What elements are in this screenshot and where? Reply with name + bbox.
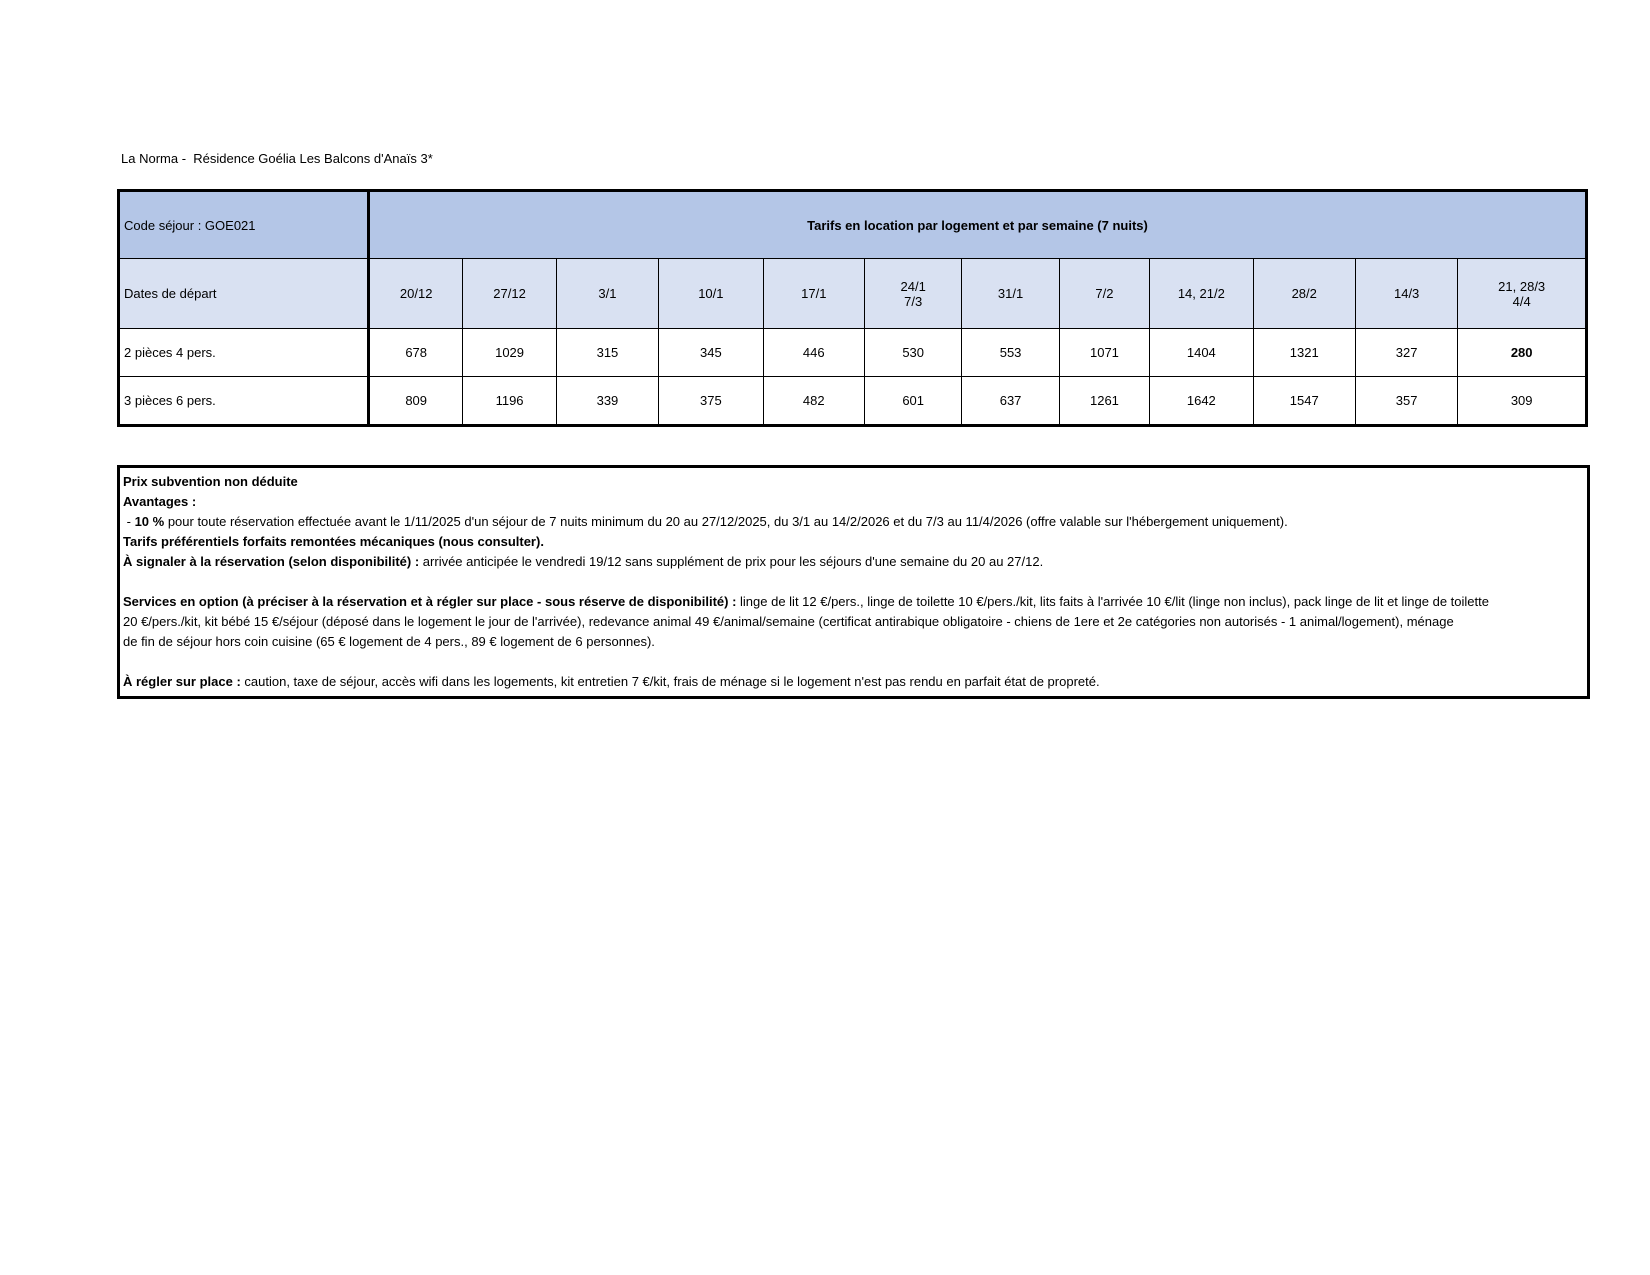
date-header-line: 7/2: [1095, 286, 1114, 301]
date-header-cell: [556, 259, 658, 329]
price-cell: 637: [962, 377, 1059, 426]
note-services-line-3: de fin de séjour hors coin cuisine (65 € logement de 4 pers., 89 € logement de 6 personnes).: [123, 634, 655, 649]
note-discount-text: pour toute réservation effectuée avant le 1/11/2025 d'un séjour de 7 nuits minimum du 20 au 27/12/2025, du 3/1 au 14/2/2026 et du 7/3 au 11/4/2026 (offre valable sur l'hébergement uniquement).: [164, 514, 1288, 529]
table-row: [119, 377, 1587, 426]
price-cell: 446: [763, 329, 864, 377]
price-cell: 1071: [1059, 329, 1149, 377]
price-cell: 345: [659, 329, 763, 377]
table-header-row: [119, 191, 1587, 259]
price-cell: 678: [369, 329, 463, 377]
date-header-cell: [1253, 259, 1355, 329]
notes-box: [117, 465, 1590, 699]
date-header-cell: [463, 259, 556, 329]
price-cell: 809: [369, 377, 463, 426]
note-sur-place-text: caution, taxe de séjour, accès wifi dans les logements, kit entretien 7 €/kit, frais de ménage si le logement n'est pas rendu en parfait état de propreté.: [240, 674, 1100, 689]
dates-row: [119, 259, 1587, 329]
code-sejour-label: Code séjour : GOE021: [119, 191, 369, 259]
date-header-line: 27/12: [493, 286, 526, 301]
price-cell: 280: [1458, 329, 1587, 377]
table-row: [119, 329, 1587, 377]
price-cell: 530: [864, 329, 961, 377]
note-sur-place: [123, 672, 1587, 692]
date-header-line: 31/1: [997, 286, 1024, 301]
price-cell: 482: [763, 377, 864, 426]
price-cell: 1261: [1059, 377, 1149, 426]
price-cell: 1321: [1253, 329, 1355, 377]
date-header-line: 17/1: [801, 286, 827, 301]
note-sur-place-title: À régler sur place :: [123, 674, 241, 689]
date-header-cell: [1355, 259, 1457, 329]
date-header-line: 14/3: [1393, 286, 1420, 301]
note-services-text-1: linge de lit 12 €/pers., linge de toilette 10 €/pers./kit, lits faits à l'arrivée 10 €/lit (linge non inclus), pack linge de lit et linge de toilette: [736, 594, 1489, 609]
price-cell: 1196: [463, 377, 556, 426]
price-cell: 327: [1355, 329, 1457, 377]
price-cell: 553: [962, 329, 1059, 377]
date-header-line: 3/1: [598, 286, 617, 301]
note-discount-percent: 10 %: [134, 514, 165, 529]
note-services-line-1: [123, 592, 1587, 612]
date-header-cell: [1458, 259, 1587, 329]
note-signaler: [123, 552, 1587, 572]
note-signaler-text: arrivée anticipée le vendredi 19/12 sans supplément de prix pour les séjours d'une semaine du 20 au 27/12.: [419, 554, 1044, 569]
date-header-cell: [1059, 259, 1149, 329]
row-label: 2 pièces 4 pers.: [119, 329, 369, 377]
date-header-line: 24/1: [900, 278, 926, 294]
tariff-table: [117, 189, 1588, 427]
date-header-line: 14, 21/2: [1177, 286, 1225, 301]
note-avantages-title: Avantages :: [123, 494, 197, 509]
date-header-cell: [763, 259, 864, 329]
date-header-cell: [864, 259, 961, 329]
date-header-cell: [659, 259, 763, 329]
date-header-line: 20/12: [399, 286, 433, 301]
price-cell: 601: [864, 377, 961, 426]
price-cell: 357: [1355, 377, 1457, 426]
row-label: 3 pièces 6 pers.: [119, 377, 369, 426]
page-title: La Norma - Résidence Goélia Les Balcons d'Anaïs 3*: [121, 151, 433, 166]
date-header-cell: [1150, 259, 1253, 329]
price-cell: 315: [556, 329, 658, 377]
note-discount-prefix: -: [123, 514, 135, 529]
date-header-line: 7/3: [904, 293, 923, 309]
price-cell: 375: [659, 377, 763, 426]
note-services-title: Services en option (à préciser à la réservation et à régler sur place - sous réserve de disponibilité) :: [123, 594, 737, 609]
date-header-cell: [369, 259, 463, 329]
note-discount: [123, 512, 1587, 532]
date-header-line: 21, 28/3: [1498, 278, 1546, 294]
price-cell: 309: [1458, 377, 1587, 426]
date-header-line: 4/4: [1512, 293, 1531, 309]
note-subvention: Prix subvention non déduite: [123, 474, 298, 489]
price-cell: 1547: [1253, 377, 1355, 426]
price-cell: 1642: [1150, 377, 1253, 426]
table-header-title: Tarifs en location par logement et par semaine (7 nuits): [369, 191, 1587, 259]
date-header-line: 10/1: [698, 286, 724, 301]
price-cell: 1404: [1150, 329, 1253, 377]
note-forfaits: Tarifs préférentiels forfaits remontées mécaniques (nous consulter).: [123, 534, 544, 549]
date-header-cell: [962, 259, 1059, 329]
note-signaler-title: À signaler à la réservation (selon disponibilité) :: [123, 554, 420, 569]
price-cell: 1029: [463, 329, 556, 377]
price-cell: 339: [556, 377, 658, 426]
dates-label: Dates de départ: [119, 259, 369, 329]
date-header-line: 28/2: [1291, 286, 1317, 301]
note-services-line-2: 20 €/pers./kit, kit bébé 15 €/séjour (déposé dans le logement le jour de l'arrivée), redevance animal 49 €/animal/semaine (certificat antirabique obligatoire - chiens de 1ere et 2e catégories non autorisés - 1 animal/logement), ménage: [123, 614, 1454, 629]
